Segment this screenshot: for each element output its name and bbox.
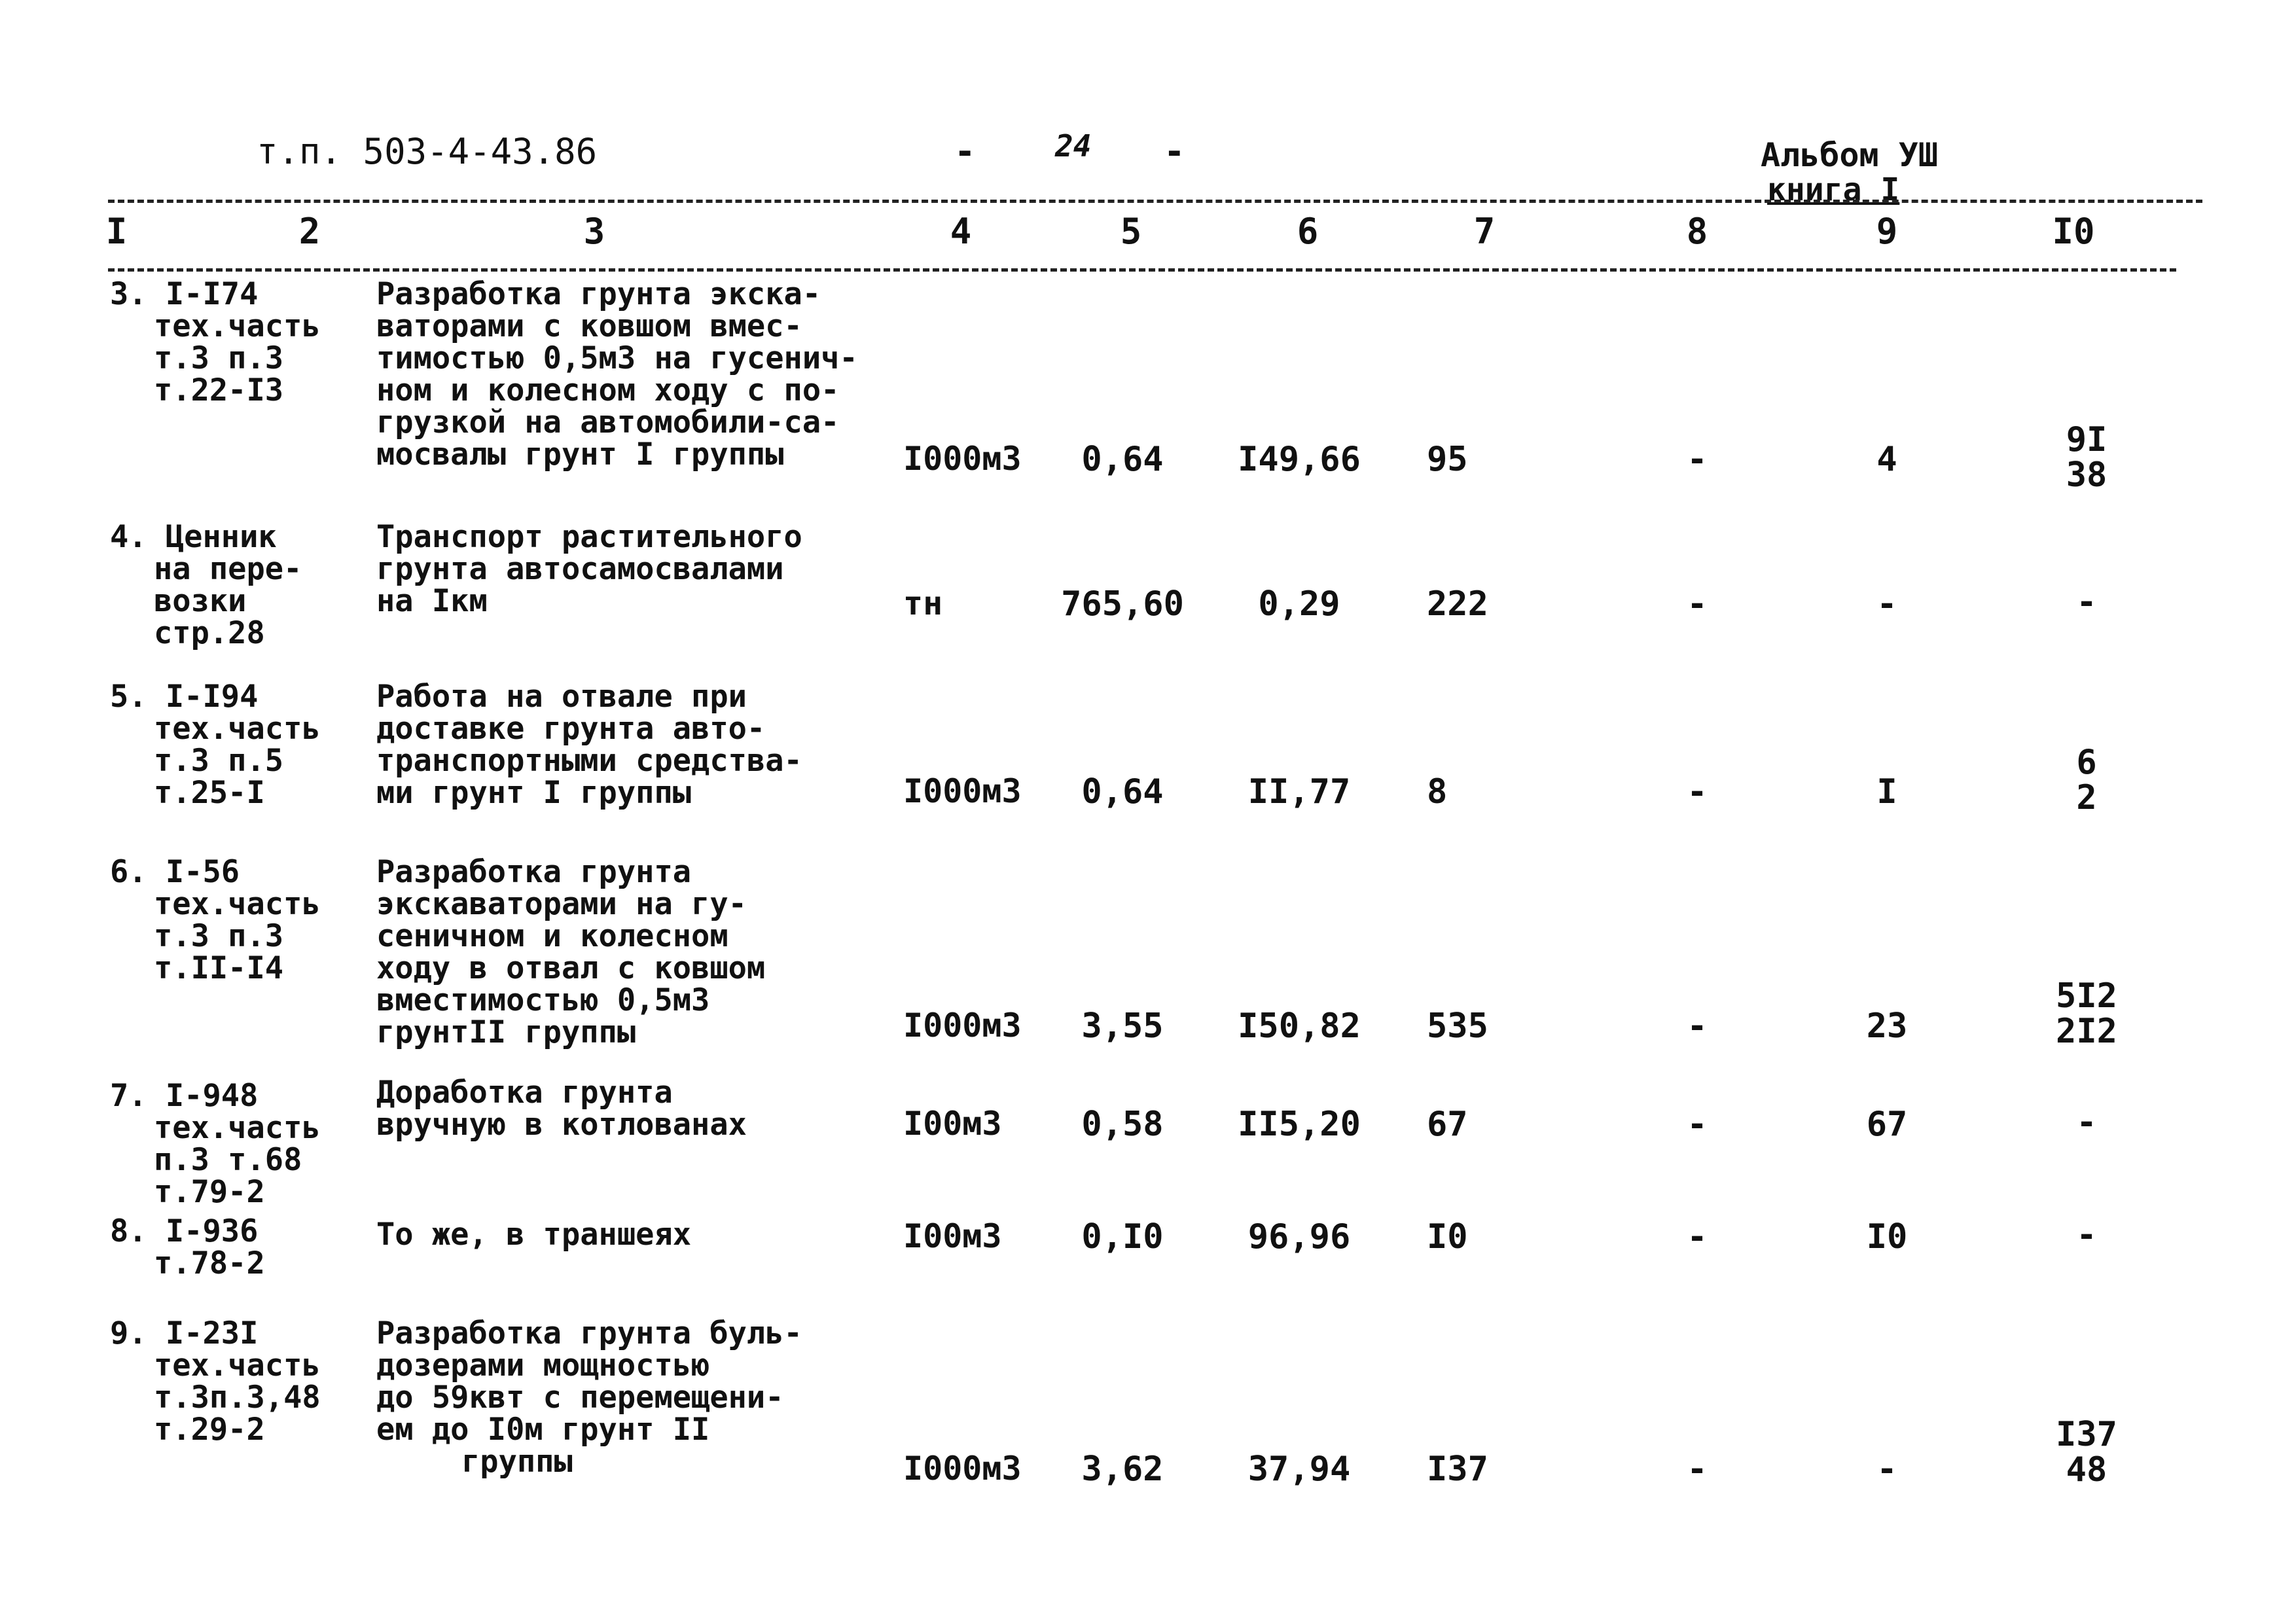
row-8-reference-line: 8. I-936 (110, 1213, 259, 1249)
row-9-description-line: до 59квт с перемещени- (376, 1380, 784, 1416)
row-4-total-cost: 222 (1427, 584, 1488, 624)
row-4-description-line: на Iкм (376, 583, 488, 619)
row-8-column-10 (2076, 1217, 2096, 1253)
row-9-description-line: дозерами мощностью (376, 1347, 710, 1383)
row-4-column-10-value: - (2076, 582, 2097, 622)
row-9-column-10-value: I37 (2056, 1415, 2117, 1454)
row-4-column-10 (2076, 584, 2096, 620)
row-7-description-line: Доработка грунта (376, 1075, 673, 1111)
row-9-quantity: 3,62 (1081, 1450, 1164, 1489)
row-7-column-9: 67 (1866, 1105, 1908, 1144)
row-3-description-line: ном и колесном ходу с по- (376, 372, 840, 408)
row-6-description-line: сеничном и колесном (376, 918, 728, 954)
row-7-column-10-value: - (2076, 1103, 2097, 1142)
row-7-unit-price: II5,20 (1238, 1105, 1361, 1144)
row-6-reference-line: тех.часть (154, 886, 321, 922)
column-header-6: 6 (1297, 211, 1319, 252)
row-8-unit: I00м3 (903, 1217, 1002, 1255)
row-3-quantity: 0,64 (1081, 440, 1164, 479)
row-5-reference-line: 5. I-I94 (110, 679, 259, 715)
row-3-description-line: грузкой на автомобили-са- (376, 404, 840, 440)
row-6-column-10-value: 5I2 (2056, 976, 2117, 1016)
row-9-unit: I000м3 (903, 1450, 1022, 1488)
row-3-reference-line: т.3 п.3 (154, 340, 284, 376)
row-5-column-10-value: 2 (2076, 778, 2097, 817)
row-6-description-line: ходу в отвал с ковшом (376, 950, 766, 986)
row-5-reference-line: тех.часть (154, 711, 321, 747)
row-5-description-line: транспортными средства- (376, 743, 802, 779)
row-3-description-line: ваторами с ковшом вмес- (376, 308, 802, 344)
row-7-total-cost: 67 (1427, 1105, 1468, 1144)
row-6-reference-line: т.3 п.3 (154, 918, 284, 954)
row-7-quantity: 0,58 (1081, 1105, 1164, 1144)
row-6-total-cost: 535 (1427, 1007, 1488, 1046)
column-header-10: I0 (2052, 211, 2095, 252)
column-header-5: 5 (1120, 211, 1142, 252)
row-4-quantity: 765,60 (1061, 584, 1184, 624)
row-6-description-line: экскаваторами на гу- (376, 886, 747, 922)
row-8-description-line: То же, в траншеях (376, 1217, 692, 1253)
row-9-reference-line: т.29-2 (154, 1412, 265, 1448)
row-6-quantity: 3,55 (1081, 1007, 1164, 1046)
row-3-column-10-value: 9I (2066, 420, 2108, 459)
row-5-description-line: ми грунт I группы (376, 775, 692, 811)
row-7-reference-line: п.3 т.68 (154, 1142, 302, 1178)
row-9-total-cost: I37 (1427, 1450, 1488, 1489)
row-3-description-line: мосвалы грунт I группы (376, 437, 784, 473)
column-header-8: 8 (1686, 211, 1708, 252)
row-3-description-line: тимостью 0,5м3 на гусенич- (376, 340, 858, 376)
row-8-column-9: I0 (1866, 1217, 1908, 1257)
row-3-reference-line: тех.часть (154, 308, 321, 344)
row-6-description-line: Разработка грунта (376, 854, 692, 890)
row-3-column-10 (2066, 422, 2108, 493)
row-9-column-9: - (1876, 1450, 1897, 1489)
row-9-reference-line: 9. I-23I (110, 1315, 259, 1351)
row-5-reference-line: т.25-I (154, 775, 265, 811)
row-6-unit-price: I50,82 (1238, 1007, 1361, 1046)
row-4-reference-line: 4. Ценник (110, 519, 277, 555)
row-5-column-8: - (1687, 772, 1708, 812)
row-5-reference-line: т.3 п.5 (154, 743, 284, 779)
row-3-unit-price: I49,66 (1238, 440, 1361, 479)
row-4-unit-price: 0,29 (1258, 584, 1340, 624)
row-5-column-10 (2076, 745, 2096, 815)
album-label: Альбом УШ (1761, 136, 1938, 174)
row-4-description-line: грунта автосамосвалами (376, 551, 784, 587)
row-5-column-10-value: 6 (2076, 743, 2097, 782)
document-code: т.п. 503-4-43.86 (257, 131, 598, 172)
row-9-column-10-value: 48 (2066, 1450, 2108, 1489)
column-header-2: 2 (298, 211, 321, 252)
row-9-unit-price: 37,94 (1247, 1450, 1351, 1489)
row-6-description-line: вместимостью 0,5м3 (376, 982, 710, 1018)
row-4-description-line: Транспорт растительного (376, 519, 802, 555)
row-7-column-8: - (1687, 1105, 1708, 1144)
row-9-description-line: Разработка грунта буль- (376, 1315, 802, 1351)
row-9-reference-line: т.3п.3,48 (154, 1380, 321, 1416)
column-header-4: 4 (950, 211, 972, 252)
column-header-7: 7 (1473, 211, 1496, 252)
row-7-reference-line: т.79-2 (154, 1174, 265, 1210)
row-3-unit: I000м3 (903, 440, 1022, 478)
page-number-right-dash: - (1164, 131, 1185, 172)
page-number-left-dash: - (954, 131, 976, 172)
row-5-total-cost: 8 (1427, 772, 1448, 812)
row-5-unit-price: II,77 (1247, 772, 1351, 812)
row-3-column-8: - (1687, 440, 1708, 479)
row-9-column-10 (2056, 1417, 2117, 1488)
row-8-column-8: - (1687, 1217, 1708, 1257)
row-5-quantity: 0,64 (1081, 772, 1164, 812)
row-6-description-line: грунтII группы (376, 1014, 636, 1050)
column-header-3: 3 (583, 211, 605, 252)
row-7-unit: I00м3 (903, 1105, 1002, 1143)
row-5-description-line: Работа на отвале при (376, 679, 747, 715)
row-6-reference-line: т.II-I4 (154, 950, 284, 986)
row-3-column-9: 4 (1876, 440, 1897, 479)
row-8-quantity: 0,I0 (1081, 1217, 1164, 1257)
book-label: книга I (1767, 171, 1900, 208)
row-9-reference-line: тех.часть (154, 1347, 321, 1383)
row-6-column-8: - (1687, 1007, 1708, 1046)
row-6-reference-line: 6. I-56 (110, 854, 240, 890)
row-8-unit-price: 96,96 (1247, 1217, 1351, 1257)
row-6-column-10-value: 2I2 (2056, 1012, 2117, 1051)
header-top-rule (108, 200, 2202, 203)
row-8-reference-line: т.78-2 (154, 1245, 265, 1281)
row-4-reference-line: возки (154, 583, 247, 619)
row-4-reference-line: на пере- (154, 551, 302, 587)
row-5-description-line: доставке грунта авто- (376, 711, 766, 747)
row-9-description-line: группы (461, 1444, 573, 1480)
row-9-description-line: ем до I0м грунт II (376, 1412, 710, 1448)
row-4-reference-line: стр.28 (154, 615, 265, 651)
row-4-column-9: - (1876, 584, 1897, 624)
row-6-unit: I000м3 (903, 1007, 1022, 1044)
row-3-reference-line: т.22-I3 (154, 372, 284, 408)
row-7-reference-line: 7. I-948 (110, 1078, 259, 1114)
column-header-9: 9 (1876, 211, 1898, 252)
page-number: 24 (1055, 128, 1092, 164)
row-6-column-9: 23 (1866, 1007, 1908, 1046)
row-3-total-cost: 95 (1427, 440, 1468, 479)
row-3-column-10-value: 38 (2066, 455, 2108, 495)
row-7-column-10 (2076, 1105, 2096, 1140)
row-7-reference-line: тех.часть (154, 1110, 321, 1146)
row-3-description-line: Разработка грунта экска- (376, 276, 821, 312)
column-header-1: I (105, 211, 128, 252)
row-4-unit: тн (903, 584, 943, 622)
row-3-reference-line: 3. I-I74 (110, 276, 259, 312)
header-bottom-rule (108, 268, 2176, 272)
row-5-unit: I000м3 (903, 772, 1022, 810)
row-4-column-8: - (1687, 584, 1708, 624)
row-8-total-cost: I0 (1427, 1217, 1468, 1257)
row-9-column-8: - (1687, 1450, 1708, 1489)
row-6-column-10 (2056, 978, 2117, 1049)
row-5-column-9: I (1876, 772, 1897, 812)
row-8-column-10-value: - (2076, 1215, 2097, 1255)
row-7-description-line: вручную в котлованах (376, 1107, 747, 1143)
